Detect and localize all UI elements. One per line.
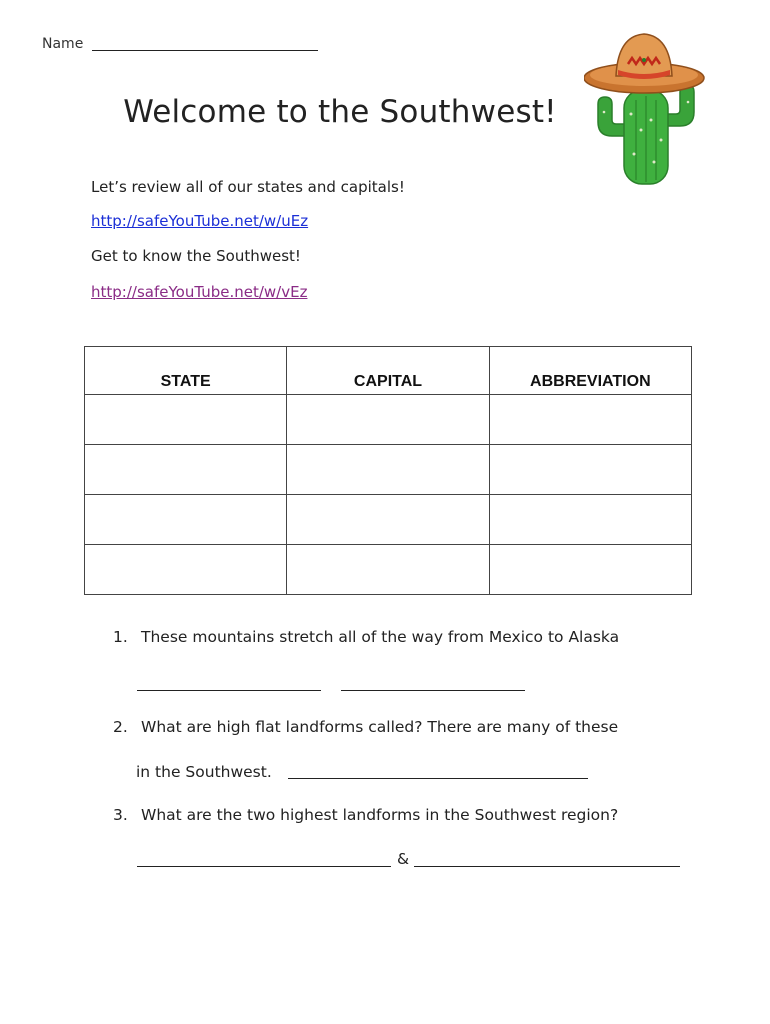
question-number: 3. xyxy=(113,806,128,824)
state-cell[interactable] xyxy=(85,545,287,595)
ampersand: & xyxy=(397,850,410,868)
answer-blank[interactable] xyxy=(137,866,391,867)
question-text: What are high flat landforms called? There are many of these xyxy=(141,718,619,736)
question-text: What are the two highest landforms in the Southwest region? xyxy=(141,806,619,824)
states-table xyxy=(84,346,692,595)
know-text: Get to know the Southwest! xyxy=(91,247,301,265)
answer-blank[interactable] xyxy=(288,778,588,779)
question-text: These mountains stretch all of the way from Mexico to Alaska xyxy=(141,628,620,646)
abbreviation-cell[interactable] xyxy=(489,395,691,445)
video-link-1[interactable]: http://safeYouTube.net/w/uEz xyxy=(91,212,309,230)
table-row xyxy=(85,445,692,495)
table-row xyxy=(85,495,692,545)
page-title: Welcome to the Southwest! xyxy=(123,94,557,130)
question-3 xyxy=(113,806,618,824)
cactus-sombrero-icon xyxy=(584,30,708,186)
abbreviation-cell[interactable] xyxy=(489,545,691,595)
answer-blank[interactable] xyxy=(341,690,525,691)
answer-blank[interactable] xyxy=(137,690,321,691)
table-row xyxy=(85,545,692,595)
abbreviation-cell[interactable] xyxy=(489,495,691,545)
question-number: 1. xyxy=(113,628,128,646)
answer-blank[interactable] xyxy=(414,866,680,867)
capital-cell[interactable] xyxy=(287,545,489,595)
table-row xyxy=(85,395,692,445)
question-2-continuation: in the Southwest. xyxy=(136,763,272,781)
state-cell[interactable] xyxy=(85,495,287,545)
name-line xyxy=(42,36,83,52)
state-cell[interactable] xyxy=(85,395,287,445)
state-cell[interactable] xyxy=(85,445,287,495)
video-link-2[interactable]: http://safeYouTube.net/w/vEz xyxy=(91,283,308,301)
name-label: Name xyxy=(42,36,84,52)
capital-cell[interactable] xyxy=(287,445,489,495)
capital-cell[interactable] xyxy=(287,495,489,545)
table-header-row xyxy=(85,347,692,395)
header-abbreviation: ABBREVIATION xyxy=(489,347,691,395)
question-2 xyxy=(113,718,618,736)
question-1 xyxy=(113,628,619,646)
question-number: 2. xyxy=(113,718,128,736)
name-blank-line[interactable] xyxy=(92,50,318,51)
review-text: Let’s review all of our states and capitals! xyxy=(91,178,405,196)
header-state: STATE xyxy=(85,347,287,395)
capital-cell[interactable] xyxy=(287,395,489,445)
header-capital: CAPITAL xyxy=(287,347,489,395)
abbreviation-cell[interactable] xyxy=(489,445,691,495)
